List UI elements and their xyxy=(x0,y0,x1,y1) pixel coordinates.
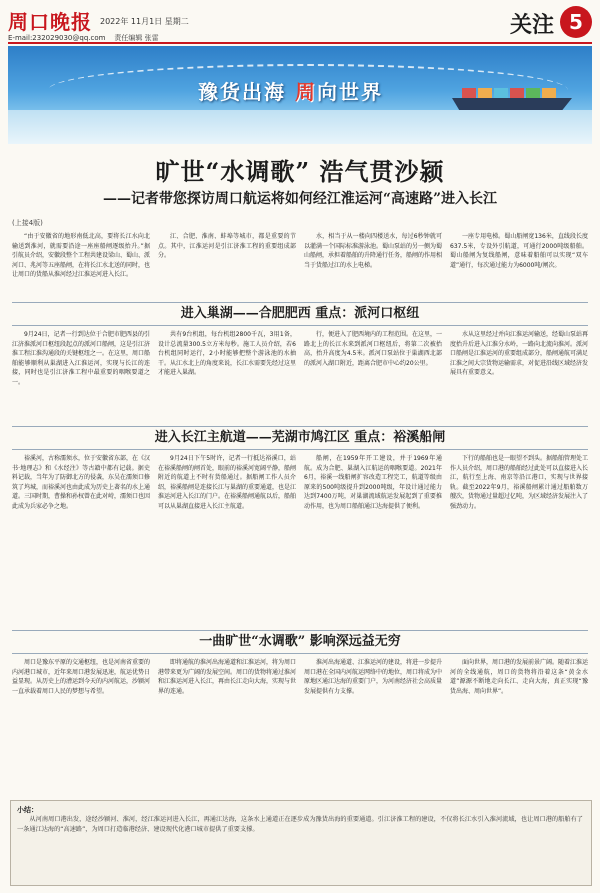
article-column: 水，相当于从一楼向四楼送水，每过6秒钟就可以灌满一个国际标准游泳池。蜀山泵站的另一侧为蜀山船闸，承担着船舶的升降通行任务，船闸的作用相当于货船过江的水上电梯。 xyxy=(304,233,442,269)
banner-title-part3: 向世界 xyxy=(316,80,383,104)
article-headline: 旷世“水调歌” 浩气贯沙颍 xyxy=(155,157,445,186)
article-column: 9月24日，记者一行到达位于合肥市肥西县的引江济淮派河口枢纽段起点的派河口船闸，这是引江济淮工程江淮沟通段的关键枢纽之一。在这里，周口船舶能够顺利从巢湖进入江淮运河，实现与长江的连接，同时也是引江济淮工程中最重要的咽喉要道之一。 xyxy=(12,331,150,386)
article-column: 一座专用电梯。蜀山船闸宽136米，直线段长度637.5米，专设外引航道，可通行2000吨级船舶。蜀山船闸为复线船闸，意味着船舶可以实现“双车道”通行，每次通过能力为6000吨/闸次。 xyxy=(450,233,588,269)
summary-box xyxy=(10,800,592,886)
article-column: 水从这里经过并向江淮运河输送，经蜀山泵站再度抬升后进入江淮分水岭，一路向北流向淮河。派河口船闸是江淮运河的重要组成部分，船闸通航可满足江淮之间大宗货物运输需求，对促进沿线区域经济发展具有重要意义。 xyxy=(450,331,588,377)
editor-text: 责任编辑 张雷 xyxy=(114,34,159,42)
article-column: 共有9台机组，每台机组2800千瓦，3用1备，设计总流量300.5立方米每秒。施工人员介绍，若6台机组同时运行，2小时能够把整个游泳池的水抽干。从江水北上的角度来说，长江水需要先经过这里才能进入巢湖。 xyxy=(158,331,296,377)
article-column: “由于安徽省的地形南低北高，要将长江水向北输送到淮河，就需要沿途一座座船闸逐级抬升。”据引航员介绍，安徽段整个工程共建设梁山、蜀山、派河口、兆河等五座船闸，在将长江水北送的同时，也让周口的货船从淮河经过江淮运河进入长江。 xyxy=(12,233,150,279)
article-column: 面向世界，周口港的发展前景广阔。随着江淮运河的全线通航，周口的货物将沿着这条“黄金水道”源源不断地走向长江、走向大海，真正实现“豫货出海、周向世界”。 xyxy=(450,659,588,695)
sea-graphic xyxy=(8,110,592,144)
masthead-divider xyxy=(8,42,592,44)
article-column: 9月24日下午5时许，记者一行抵达裕溪口，站在裕溪船闸的闸首处，眼前的裕溪河宽阔平静，船闸附近的航道上不时有货船通过。据船闸工作人员介绍，裕溪船闸是连接长江与巢湖的重要通道，也是江淮运河进入长江的门户。在裕溪船闸通航以后，船舶可以从巢湖直接进入长江主航道。 xyxy=(158,455,296,510)
summary-label: 小结： xyxy=(17,806,38,814)
header-banner xyxy=(8,46,592,144)
article-column: 船闸，在1959年开工建设，并于1969年通航。成为合肥、巢湖入江航运的咽喉要道。2021年6月，裕溪一线船闸扩容改造工程完工，航道等级由原来的500吨级提升到2000吨级，年设计通过能力达到7400万吨，对巢湖流域航运发展起到了重要推动作用，也为周口船舶通江达海提供了便利。 xyxy=(304,455,442,510)
section-name: 关注 xyxy=(509,12,554,38)
banner-title xyxy=(198,76,383,105)
section-heading-3: 一曲旷世“水调歌” 影响深远益无穷 xyxy=(12,630,588,654)
newspaper-logo: 周口晚报 xyxy=(8,10,92,34)
date-line: 2022年 11月1日 星期二 xyxy=(100,17,189,26)
article-column: 淮河出海通道、江淮运河的建设，将进一步提升周口港在全国内河航运网络中的地位，周口将成为中原地区通江达海的重要门户，为河南经济社会高质量发展提供有力支撑。 xyxy=(304,659,442,695)
continued-note: (上接4版) xyxy=(12,219,43,227)
intro-columns xyxy=(12,232,588,298)
banner-title-part1: 豫货出海 xyxy=(198,80,286,104)
article-column: 下行的船舶也是一眼望不到头。据船舶管理处工作人员介绍，周口港的船舶经过此处可以直接进入长江，航行至上海、南京等沿江港口，实现与世界接轨。截至2022年9月，裕溪船闸累计通过船舶数万艘次，货物通过量超过亿吨，为区域经济发展注入了强劲动力。 xyxy=(450,455,588,510)
section3-columns xyxy=(12,658,588,794)
banner-title-part2: 周 xyxy=(294,80,317,104)
section2-columns xyxy=(12,454,588,624)
article-column: 即将通航的淮河出海通道和江淮运河，将为周口港带来更为广阔的发展空间。周口的货物将通过淮河和江淮运河进入长江，再由长江走向大海，实现与世界的连通。 xyxy=(158,659,296,695)
section-heading-1: 进入巢湖——合肥肥西 重点：派河口枢纽 xyxy=(12,302,588,326)
article-column: 行，便进入了肥西境内的工程范围。在这里，一路北上的长江水来到派河口枢纽后，将第二次被抬高，抬升高度为4.5米。派河口泵站位于巢湖西北部的派河入湖口附近，距离合肥市中心约20公里。 xyxy=(304,331,442,367)
article-column: 裕溪河，古称濡须水，位于安徽省东部，在《汉书·地理志》和《水经注》等古籍中都有记载。据史料记载，当年为了防御北方的侵袭，东吴在濡须口修筑了坞城，而裕溪河也由此成为历史上著名的水上通道。三国时期，曹操和孙权曾在此对峙，濡须口也因此成为兵家必争之地。 xyxy=(12,455,150,510)
page-number: 5 xyxy=(560,6,592,38)
summary-text: 从河南周口港出发，途经沙颍河、淮河，经江淮运河进入长江，再通江达海，这条水上通道正在逐步成为豫货出海的重要通道。引江济淮工程的建设，不仅将长江水引入淮河流域，也让周口港的船舶有了一条通江达海的“高速路”，为周口打造临港经济、建设现代化港口城市提供了重要支撑。 xyxy=(17,816,583,833)
section-heading-2: 进入长江主航道——芜湖市鸠江区 重点：裕溪船闸 xyxy=(12,426,588,450)
article-column: 周口是豫东平原的交通枢纽，也是河南省重要的内河港口城市，近年来周口港发展迅速，航运优势日益显现。从历史上的漕运到今天的内河航运，沙颍河一直承载着周口人民的梦想与希望。 xyxy=(12,659,150,695)
cargo-ship-icon xyxy=(452,80,572,110)
article-subheadline: ——记者带您探访周口航运将如何经江淮运河“高速路”进入长江 xyxy=(102,191,498,207)
section1-columns xyxy=(12,330,588,420)
email-text: E-mail:232029030@qq.com xyxy=(8,34,106,42)
article-column: 江、合肥、淮南、蚌埠等城市，都是重要的节点。其中，江淮运河是引江济淮工程的重要组成部分。 xyxy=(158,233,296,260)
